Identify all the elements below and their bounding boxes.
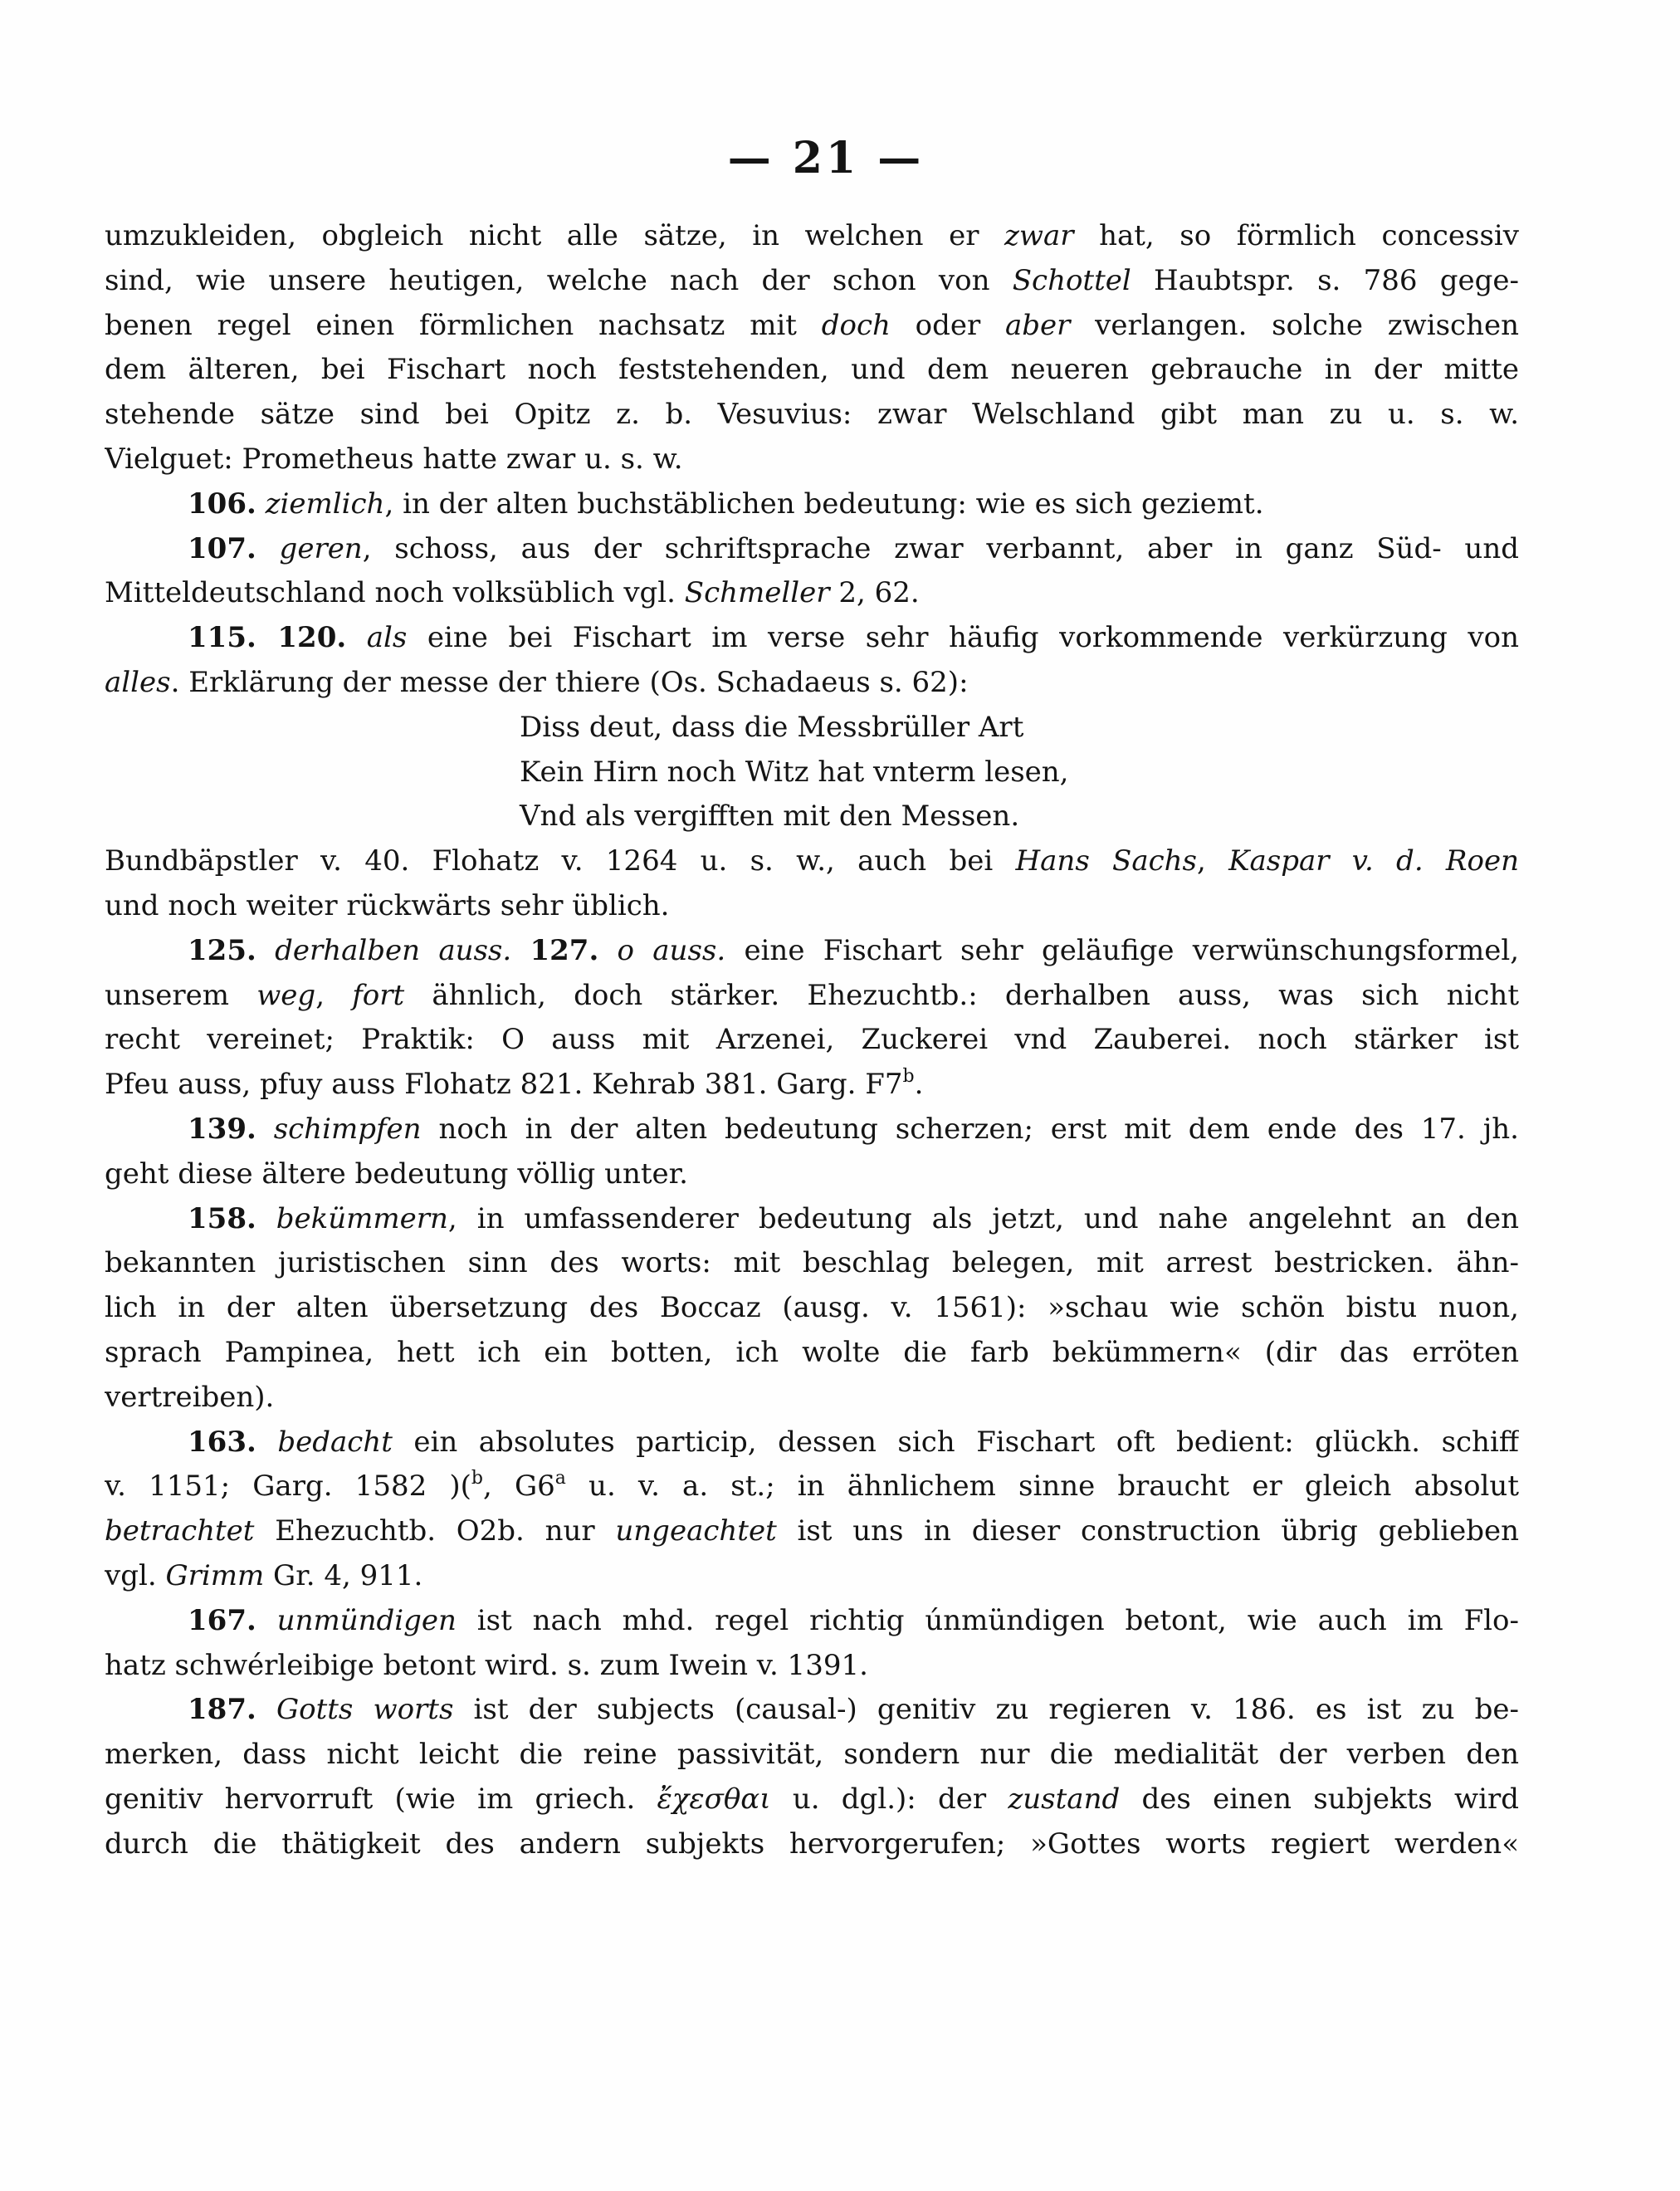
- note-158: 158. bekümmern, in umfassenderer bedeutung als jetzt, und nahe angelehnt an den: [188, 1201, 1519, 1235]
- text-line: sprach Pampinea, hett ich ein botten, ich wolte die farb bekümmern« (dir das erröten: [105, 1335, 1519, 1369]
- text-line: geht diese ältere bedeutung völlig unter.: [105, 1157, 688, 1191]
- note-107: 107. geren, schoss, aus der schriftsprache zwar verbannt, aber in ganz Süd- und: [188, 531, 1519, 565]
- verse-line: Kein Hirn noch Witz hat vnterm lesen,: [520, 755, 1069, 789]
- note-163: 163. bedacht ein absolutes particip, dessen sich Fischart oft bedient: glückh. schiff: [188, 1425, 1519, 1459]
- text-line: v. 1151; Garg. 1582 )($^b$, G6$^a$ u. v. a. st.; in ähnlichem sinne braucht er gleich absolut: [105, 1468, 1519, 1504]
- text-line: umzukleiden, obgleich nicht alle sätze, in welchen er zwar hat, so förmlich concessiv: [105, 219, 1519, 252]
- text-line: stehende sätze sind bei Opitz z. b. Vesuvius: zwar Welschland gibt man zu u. s. w.: [105, 398, 1519, 432]
- text-line: Bundbäpstler v. 40. Flohatz v. 1264 u. s. w., auch bei Hans Sachs, Kaspar v. d. Roen: [105, 844, 1519, 878]
- text-line: vgl. Grimm Gr. 4, 911.: [105, 1558, 423, 1592]
- note-187: 187. Gotts worts ist der subjects (causal-) genitiv zu regieren v. 186. es ist zu be-: [188, 1693, 1519, 1727]
- page-number: — 21 —: [727, 133, 925, 183]
- note-106: 106. ziemlich, in der alten buchstäblichen bedeutung: wie es sich geziemt.: [188, 487, 1264, 521]
- text-line: benen regel einen förmlichen nachsatz mit doch oder aber verlangen. solche zwischen: [105, 308, 1519, 342]
- text-line: merken, dass nicht leicht die reine passivität, sondern nur die medialität der verben den: [105, 1738, 1519, 1772]
- text-line: recht vereinet; Praktik: O auss mit Arzenei, Zuckerei vnd Zauberei. noch stärker ist: [105, 1023, 1519, 1057]
- body-text: [105, 214, 1519, 1866]
- text-line: alles. Erklärung der messe der thiere (Os. Schadaeus s. 62):: [105, 665, 969, 699]
- text-line: lich in der alten übersetzung des Boccaz (ausg. v. 1561): »schau wie schön bistu nuon,: [105, 1291, 1519, 1325]
- note-167: 167. unmündigen ist nach mhd. regel richtig únmündigen betont, wie auch im Flo-: [188, 1603, 1519, 1637]
- text-line: genitiv hervorruft (wie im griech. ἔχεσθαι u. dgl.): der zustand des einen subjekts wird: [105, 1782, 1519, 1816]
- text-line: unserem weg, fort ähnlich, doch stärker. Ehezuchtb.: derhalben auss, was sich nicht: [105, 978, 1519, 1012]
- text-line: dem älteren, bei Fischart noch feststehenden, und dem neueren gebrauche in der mitte: [105, 353, 1519, 387]
- note-139: 139. schimpfen noch in der alten bedeutung scherzen; erst mit dem ende des 17. jh.: [188, 1112, 1519, 1146]
- text-line: bekannten juristischen sinn des worts: mit beschlag belegen, mit arrest bestricken. ähn-: [105, 1246, 1519, 1280]
- verse-line: Diss deut, dass die Messbrüller Art: [520, 710, 1024, 744]
- text-line: hatz schwérleibige betont wird. s. zum Iwein v. 1391.: [105, 1648, 868, 1682]
- verse-line: Vnd als vergifften mit den Messen.: [520, 800, 1020, 834]
- text-line: Pfeu auss, pfuy auss Flohatz 821. Kehrab 381. Garg. F7$^b$.: [105, 1066, 924, 1102]
- text-line: Vielguet: Prometheus hatte zwar u. s. w.: [105, 442, 683, 476]
- text-line: betrachtet Ehezuchtb. O2b. nur ungeachtet ist uns in dieser construction übrig geblieben: [105, 1514, 1519, 1548]
- text-line: und noch weiter rückwärts sehr üblich.: [105, 888, 670, 922]
- text-line: Mitteldeutschland noch volksüblich vgl. Schmeller 2, 62.: [105, 576, 920, 610]
- text-line: durch die thätigkeit des andern subjekts hervorgerufen; »Gottes worts regiert werden«: [105, 1827, 1519, 1861]
- note-125-127: 125. derhalben auss. 127. o auss. eine Fischart sehr geläufige verwünschungsformel,: [188, 933, 1519, 967]
- text-line: vertreiben).: [105, 1380, 275, 1414]
- text-line: sind, wie unsere heutigen, welche nach der schon von Schottel Haubtspr. s. 786 gege-: [105, 263, 1519, 297]
- note-115-120: 115. 120. als eine bei Fischart im verse sehr häufig vorkommende verkürzung von: [188, 621, 1519, 655]
